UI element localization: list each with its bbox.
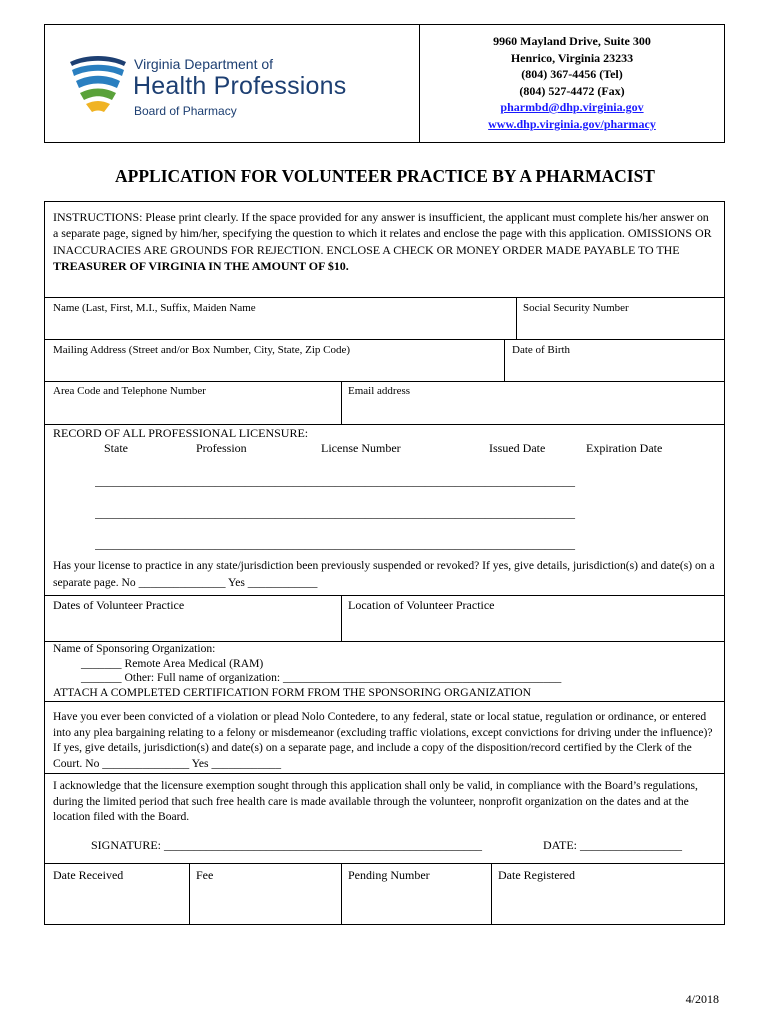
- address-line2: Henrico, Virginia 23233: [510, 50, 634, 65]
- page-title: APPLICATION FOR VOLUNTEER PRACTICE BY A PHARMACIST: [115, 166, 655, 186]
- col-expiration-date: Expiration Date: [586, 441, 663, 455]
- acknowledgement-text: I acknowledge that the licensure exemption sought through this application shall only be valid, in compliance with the Board’s regulations, during the limited period that such free health care is made available through the volunteer, nonprofit organization on the dates and at the location filed with the Board.: [53, 779, 698, 823]
- email-link[interactable]: pharmbd@dhp.virginia.gov: [500, 100, 644, 114]
- sponsor-section: [44, 641, 725, 702]
- col-profession: Profession: [196, 441, 247, 455]
- logo-board-name: Board of Pharmacy: [134, 104, 237, 118]
- office-use-row: [44, 863, 725, 925]
- conviction-section: [44, 701, 725, 774]
- mailing-address-input[interactable]: [49, 358, 499, 380]
- ssn-label: Social Security Number: [523, 302, 629, 314]
- sponsor-option-ram[interactable]: _______ Remote Area Medical (RAM): [81, 656, 264, 670]
- name-label: Name (Last, First, M.I., Suffix, Maiden Name: [53, 302, 256, 314]
- logo-agency-name: Virginia Department of: [134, 56, 274, 72]
- fax-number: (804) 527-4472 (Fax): [519, 83, 625, 98]
- phone-number: (804) 367-4456 (Tel): [521, 67, 623, 81]
- email-input[interactable]: [345, 400, 721, 422]
- suspension-question: Has your license to practice in any state/jurisdiction been previously suspended or revoked? If yes, give details, jurisdiction(s) and date(s) on a separate page. No _______________ Yes ____________: [53, 559, 715, 589]
- licensure-heading: RECORD OF ALL PROFESSIONAL LICENSURE:: [53, 426, 309, 440]
- instructions-box: [44, 201, 725, 298]
- mailing-address-label: Mailing Address (Street and/or Box Number, City, State, Zip Code): [53, 344, 351, 356]
- date-line[interactable]: DATE: _________________: [543, 838, 682, 852]
- instructions-fee-text: TREASURER OF VIRGINIA IN THE AMOUNT OF $10.: [53, 258, 349, 273]
- volunteer-dates-input[interactable]: [49, 614, 337, 640]
- sponsor-attach-note: ATTACH A COMPLETED CERTIFICATION FORM FROM THE SPONSORING ORGANIZATION: [53, 685, 532, 699]
- licensure-section: [44, 424, 725, 596]
- license-line-3[interactable]: ________________________________________________________________________________: [95, 537, 575, 551]
- revision-date: 4/2018: [685, 992, 719, 1006]
- pending-number-label: Pending Number: [348, 868, 430, 882]
- col-state: State: [104, 441, 128, 455]
- sponsor-heading: Name of Sponsoring Organization:: [53, 642, 216, 655]
- mailing-row: [44, 339, 725, 382]
- volunteer-dates-label: Dates of Volunteer Practice: [53, 598, 185, 612]
- email-label: Email address: [348, 385, 411, 397]
- date-received-label: Date Received: [53, 868, 124, 882]
- signature-line[interactable]: SIGNATURE: _____________________________________________________: [91, 838, 483, 852]
- acknowledgement-section: [44, 773, 725, 864]
- sponsor-option-other[interactable]: _______ Other: Full name of organization: ________________________________________________: [81, 671, 562, 684]
- volunteer-location-label: Location of Volunteer Practice: [348, 598, 495, 612]
- volunteer-row: [44, 595, 725, 642]
- name-input[interactable]: [49, 316, 511, 338]
- phone-input[interactable]: [49, 400, 337, 422]
- license-line-1[interactable]: ________________________________________________________________________________: [95, 474, 575, 488]
- date-registered-label: Date Registered: [498, 868, 575, 882]
- dob-label: Date of Birth: [512, 344, 571, 356]
- dob-input[interactable]: [509, 358, 721, 380]
- phone-row: [44, 381, 725, 425]
- website-link[interactable]: www.dhp.virginia.gov/pharmacy: [488, 116, 656, 131]
- license-line-2[interactable]: ________________________________________________________________________________: [95, 506, 575, 520]
- phone-label: Area Code and Telephone Number: [53, 385, 206, 397]
- instructions-text: INSTRUCTIONS: Please print clearly. If the space provided for any answer is insufficient, the applicant must complete his/her answer on a separate page, signed by him/her, specifying the question to which it relates and enclose the page with this application. OMISSIONS OR INACCURACIES ARE GROUNDS FOR REJECTION. ENCLOSE A CHECK OR MONEY ORDER MADE PAYABLE TO THE: [53, 210, 712, 257]
- ssn-input[interactable]: [521, 316, 721, 338]
- name-row: [44, 297, 725, 340]
- fee-label: Fee: [196, 868, 214, 882]
- contact-box: [419, 24, 725, 143]
- logo-department-name: Health Professions: [133, 72, 347, 100]
- dhp-logo-icon: [66, 52, 130, 116]
- col-license-number: License Number: [321, 441, 401, 455]
- conviction-question: Have you ever been convicted of a violation or plead Nolo Contedere, to any federal, state or local statue, regulation or ordinance, or entered into any plea bargaining relating to a felony or misdemeanor (excluding traffic violations, except convictions for driving under the influence)? If yes, give details, jurisdiction(s) and date(s) on a separate page, and include a copy of the disposition/record certified by the Clerk of the Court. No _______________ Yes ____________: [53, 710, 713, 770]
- volunteer-location-input[interactable]: [345, 614, 721, 640]
- address-line1: 9960 Mayland Drive, Suite 300: [493, 34, 651, 48]
- col-issued-date: Issued Date: [489, 441, 546, 455]
